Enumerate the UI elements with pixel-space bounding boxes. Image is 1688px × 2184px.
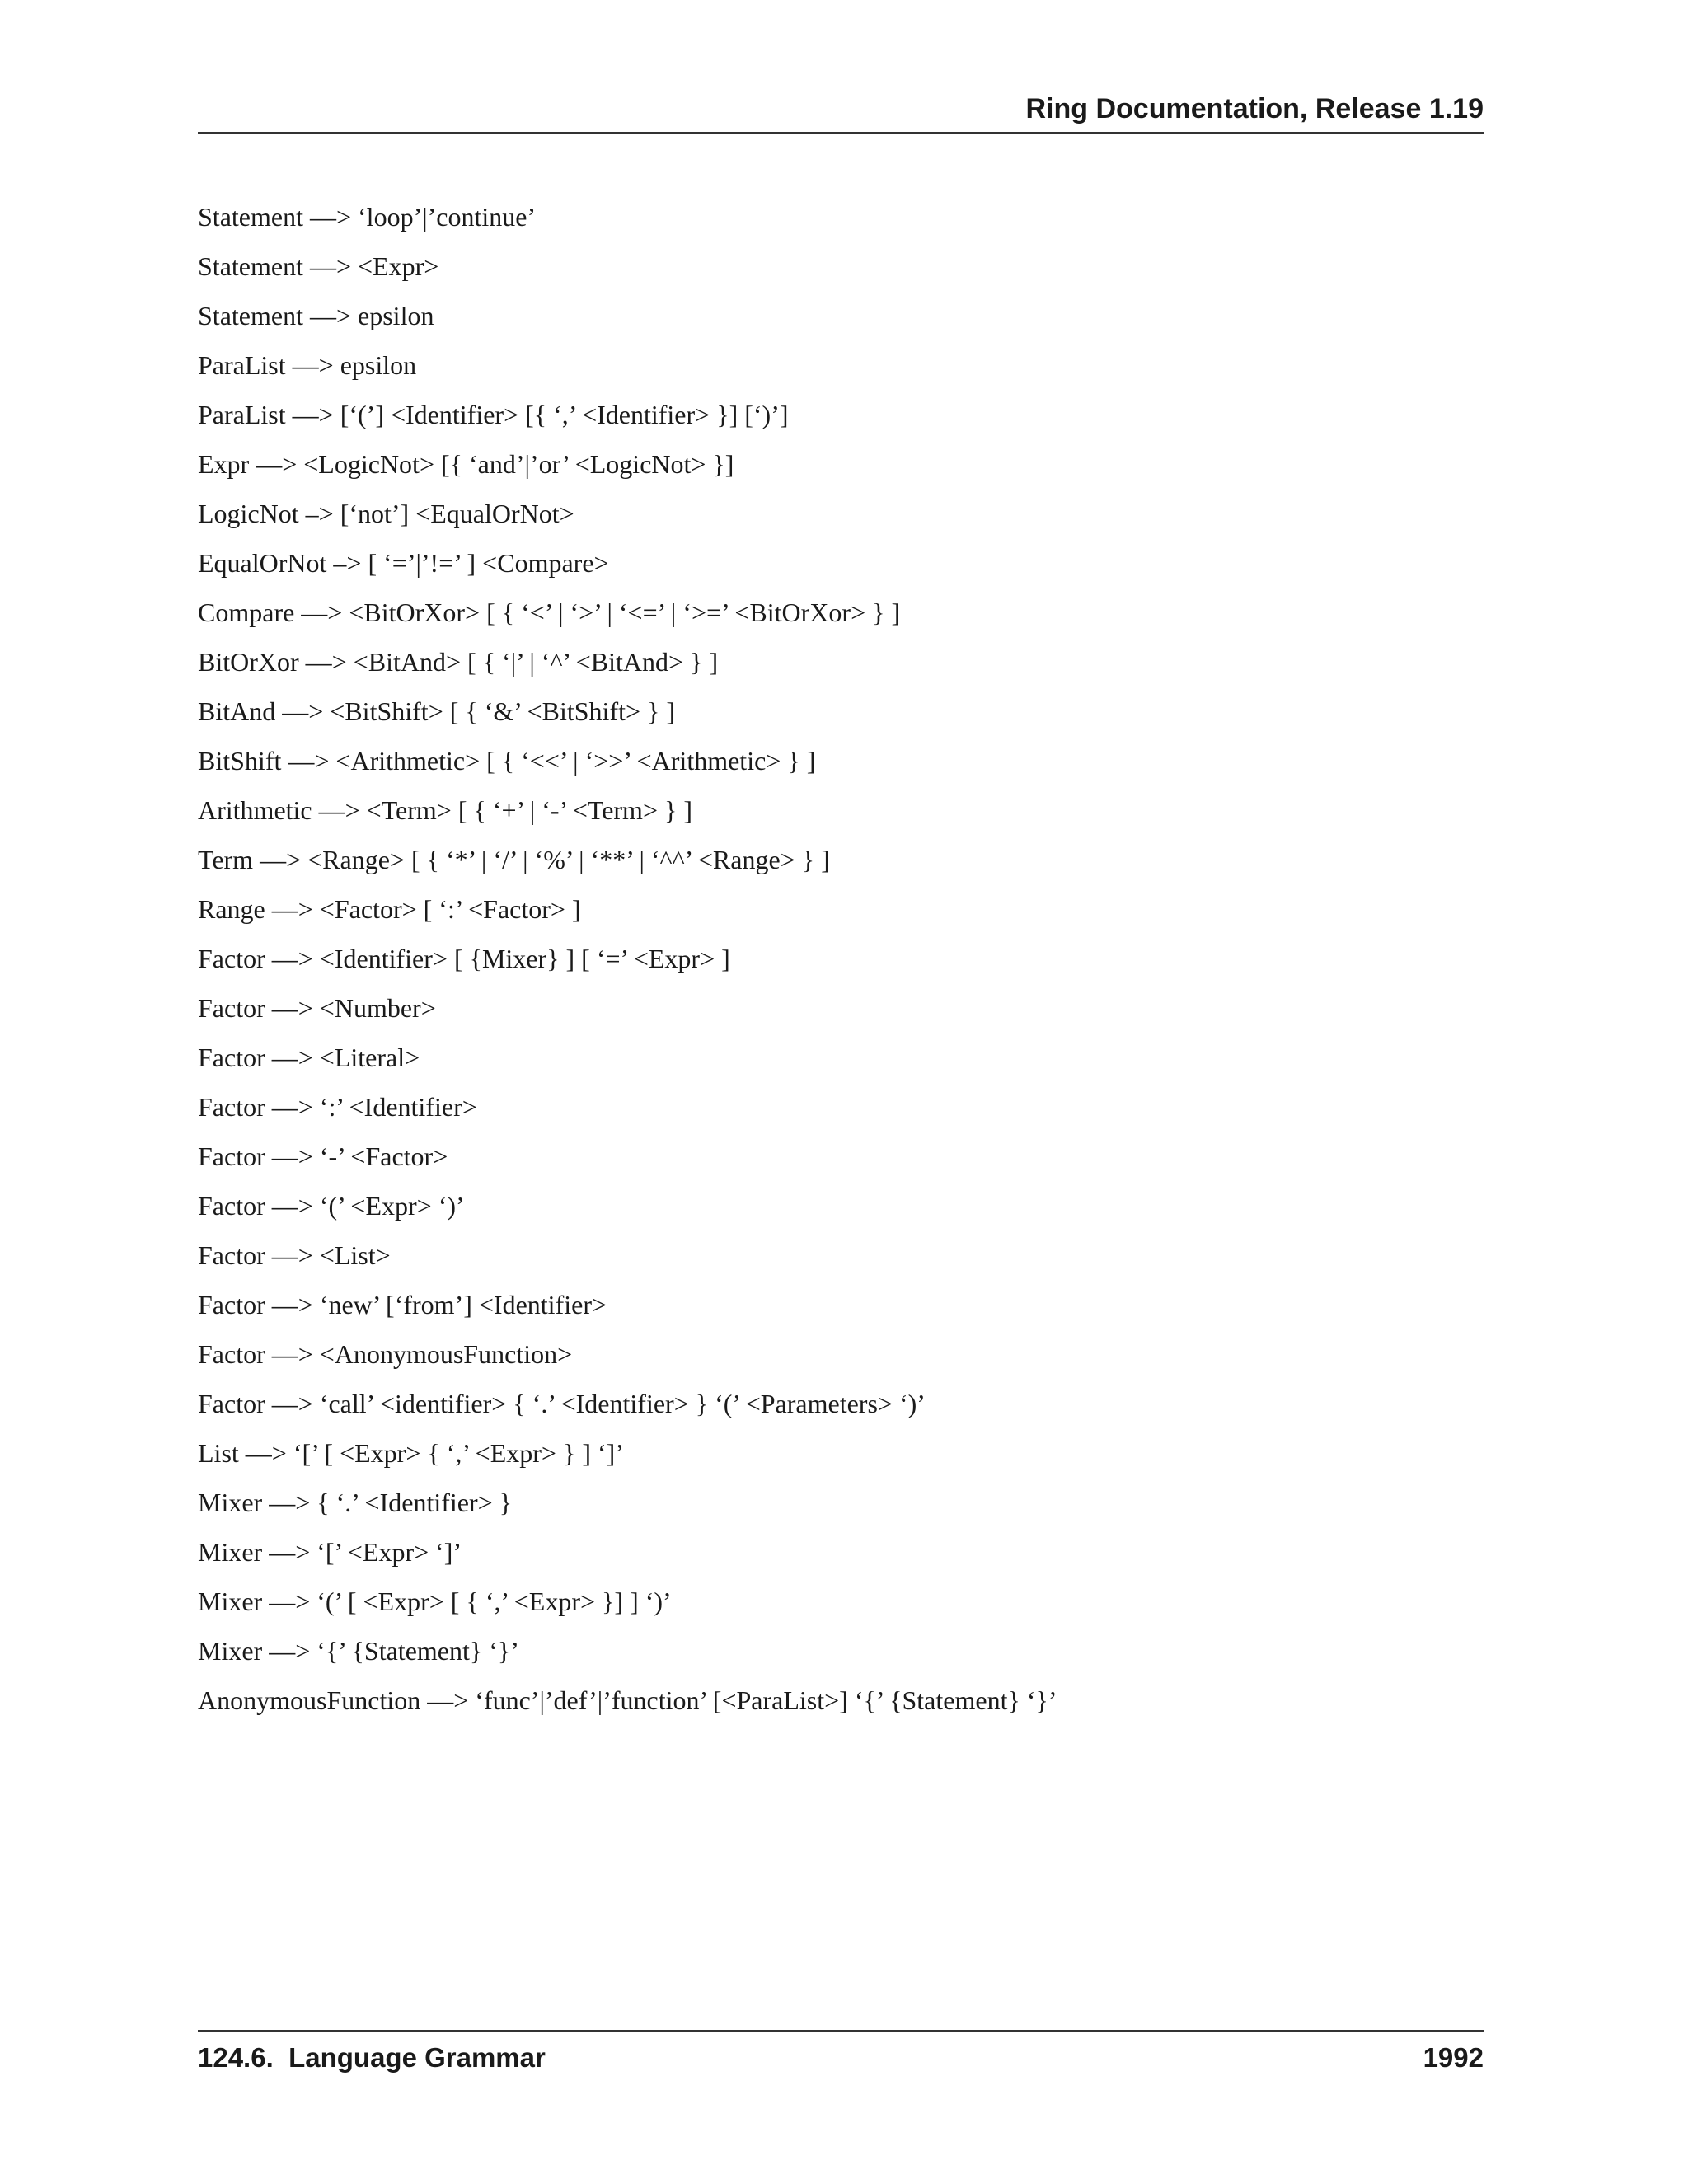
grammar-rule: Expr —> <LogicNot> [{ ‘and’|’or’ <LogicNot> }] — [198, 449, 734, 479]
grammar-rule: Factor —> ‘-’ <Factor> — [198, 1141, 448, 1171]
document-title: Ring Documentation, Release 1.19 — [1025, 93, 1484, 124]
page-header — [198, 89, 1484, 134]
grammar-rule: Compare —> <BitOrXor> [ { ‘<’ | ‘>’ | ‘<=’ | ‘>=’ <BitOrXor> } ] — [198, 598, 901, 627]
grammar-rule: Mixer —> { ‘.’ <Identifier> } — [198, 1488, 513, 1517]
grammar-rule: BitAnd —> <BitShift> [ { ‘&’ <BitShift> } ] — [198, 696, 676, 726]
grammar-rule: Mixer —> ‘{’ {Statement} ‘}’ — [198, 1636, 519, 1666]
grammar-rule: Statement —> ‘loop’|’continue’ — [198, 202, 537, 232]
page-footer — [198, 2030, 1484, 2081]
grammar-rule: AnonymousFunction —> ‘func’|’def’|’function’ [<ParaList>] ‘{’ {Statement} ‘}’ — [198, 1685, 1057, 1715]
grammar-rule: BitOrXor —> <BitAnd> [ { ‘|’ | ‘^’ <BitAnd> } ] — [198, 647, 719, 677]
grammar-rule: Factor —> <Identifier> [ {Mixer} ] [ ‘=’ <Expr> ] — [198, 944, 730, 973]
grammar-rule: Factor —> <AnonymousFunction> — [198, 1339, 573, 1369]
grammar-rule: LogicNot –> [‘not’] <EqualOrNot> — [198, 499, 574, 528]
grammar-rule: Mixer —> ‘(’ [ <Expr> [ { ‘,’ <Expr> }] ] ‘)’ — [198, 1586, 672, 1616]
grammar-rule: ParaList —> [‘(’] <Identifier> [{ ‘,’ <Identifier> }] [‘)’] — [198, 400, 789, 429]
grammar-rule: Term —> <Range> [ { ‘*’ | ‘/’ | ‘%’ | ‘**’ | ‘^^’ <Range> } ] — [198, 845, 830, 874]
grammar-rule: List —> ‘[’ [ <Expr> { ‘,’ <Expr> } ] ‘]’ — [198, 1438, 624, 1468]
grammar-rule: Statement —> <Expr> — [198, 251, 439, 281]
page-number: 1992 — [1423, 2042, 1484, 2073]
grammar-rule: EqualOrNot –> [ ‘=’|’!=’ ] <Compare> — [198, 548, 609, 578]
grammar-rule: Factor —> ‘new’ [‘from’] <Identifier> — [198, 1290, 607, 1319]
grammar-rule: Factor —> <Number> — [198, 993, 436, 1023]
grammar-rule: Factor —> <Literal> — [198, 1043, 420, 1072]
grammar-rule: ParaList —> epsilon — [198, 350, 417, 380]
grammar-rule: Factor —> ‘(’ <Expr> ‘)’ — [198, 1191, 465, 1221]
grammar-rule: Statement —> epsilon — [198, 301, 434, 330]
grammar-rule: Factor —> ‘:’ <Identifier> — [198, 1092, 477, 1122]
grammar-rule: Factor —> <List> — [198, 1240, 391, 1270]
grammar-rule: BitShift —> <Arithmetic> [ { ‘<<’ | ‘>>’ <Arithmetic> } ] — [198, 746, 816, 776]
grammar-rule: Mixer —> ‘[’ <Expr> ‘]’ — [198, 1537, 462, 1567]
grammar-rule: Arithmetic —> <Term> [ { ‘+’ | ‘-’ <Term> } ] — [198, 795, 692, 825]
grammar-rule: Factor —> ‘call’ <identifier> { ‘.’ <Identifier> } ‘(’ <Parameters> ‘)’ — [198, 1389, 926, 1418]
grammar-rule: Range —> <Factor> [ ‘:’ <Factor> ] — [198, 894, 581, 924]
section-title: 124.6. Language Grammar — [198, 2042, 546, 2073]
grammar-rules — [198, 197, 1484, 1730]
